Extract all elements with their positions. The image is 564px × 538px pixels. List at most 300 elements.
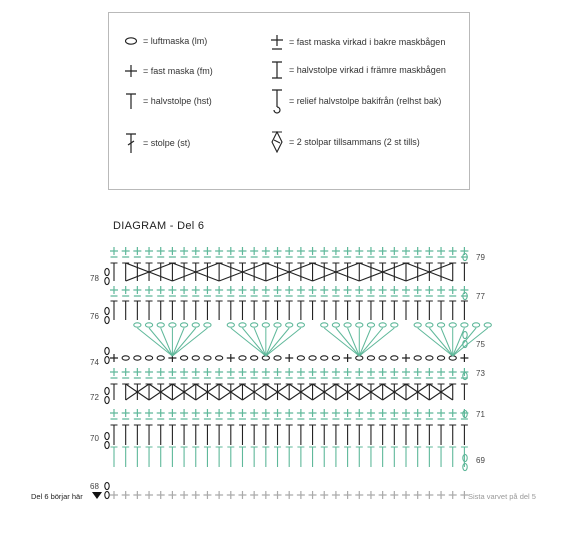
chain-stitch — [461, 323, 468, 327]
fan-stitch — [172, 328, 195, 356]
fm-stitch — [402, 354, 410, 362]
fm-stitch — [110, 491, 118, 499]
fm-stitch — [192, 491, 200, 499]
hst-stitch — [216, 384, 223, 400]
hst-stitch — [414, 301, 421, 320]
hst-stitch — [239, 425, 246, 445]
hst-stitch — [181, 425, 188, 445]
fm-bakre-stitch — [332, 286, 340, 296]
hst-stitch — [134, 263, 141, 281]
hst-stitch — [192, 425, 199, 445]
fm-stitch — [238, 491, 246, 499]
legend-label: = fast maska virkad i bakre maskbågen — [289, 37, 446, 47]
fm-bakre-stitch — [110, 247, 118, 257]
chain-stitch — [251, 356, 258, 360]
fm-bakre-stitch — [122, 286, 130, 296]
hst-stitch — [403, 263, 410, 281]
chain-stitch — [105, 307, 109, 314]
chain-stitch — [379, 356, 386, 360]
fm-bakre-stitch — [203, 286, 211, 296]
fm-bakre-stitch — [145, 286, 153, 296]
fm-bakre-stitch — [320, 368, 328, 378]
hst-stitch — [344, 425, 351, 445]
fm-stitch — [309, 491, 317, 499]
hst-stitch — [169, 447, 176, 467]
fm-bakre-stitch — [367, 286, 375, 296]
chain-stitch — [145, 323, 152, 327]
chain-stitch — [472, 323, 479, 327]
hst-stitch — [239, 301, 246, 320]
fm-bakre-stitch — [367, 409, 375, 419]
fan-stitch — [418, 328, 453, 356]
fm-bakre-stitch — [402, 368, 410, 378]
fan-stitch — [453, 328, 476, 356]
chain-stitch — [344, 323, 351, 327]
fm-bakre-stitch — [180, 247, 188, 257]
hst-stitch — [309, 384, 316, 400]
fm-bakre-stitch — [402, 286, 410, 296]
chain-stitch — [414, 323, 421, 327]
fm-bakre-stitch — [215, 247, 223, 257]
fan-stitch — [429, 328, 452, 356]
chain-stitch — [105, 441, 109, 448]
hst-stitch — [157, 425, 164, 445]
hst-stitch — [403, 384, 410, 400]
chain-stitch — [204, 323, 211, 327]
chain-stitch — [463, 331, 467, 338]
fm-bakre-stitch — [133, 286, 141, 296]
hst-stitch — [204, 447, 211, 467]
fm-bakre-stitch — [355, 286, 363, 296]
hst-stitch — [367, 425, 374, 445]
fm-bakre-stitch — [320, 409, 328, 419]
hst-stitch — [169, 301, 176, 320]
chain-stitch — [180, 356, 187, 360]
chain-stitch — [356, 356, 363, 360]
fm-stitch — [437, 491, 445, 499]
hst-stitch — [204, 263, 211, 281]
row-number-left: 68 — [90, 482, 99, 491]
hst-stitch — [461, 384, 468, 400]
hst-stitch — [321, 447, 328, 467]
hst-stitch — [391, 447, 398, 467]
chain-stitch — [192, 356, 199, 360]
fm-bakre-stitch — [203, 368, 211, 378]
hst-stitch — [379, 447, 386, 467]
chain-stitch — [262, 356, 269, 360]
fm-stitch — [157, 491, 165, 499]
fm-bakre-stitch — [355, 409, 363, 419]
hst-stitch — [426, 425, 433, 445]
fan-stitch — [359, 328, 394, 356]
fm-bakre-stitch — [285, 368, 293, 378]
hst-stitch — [449, 425, 456, 445]
fm-bakre-stitch — [274, 368, 282, 378]
hst-stitch — [157, 447, 164, 467]
hst-stitch — [286, 384, 293, 400]
fm-bakre-stitch — [414, 247, 422, 257]
hst-stitch — [356, 447, 363, 467]
fm-bakre-stitch — [262, 368, 270, 378]
fm-bakre-stitch — [250, 409, 258, 419]
chain-stitch — [367, 356, 374, 360]
hst-stitch — [227, 301, 234, 320]
hst-stitch — [239, 447, 246, 467]
chain-stitch — [105, 268, 109, 275]
row-number-left: 78 — [90, 274, 99, 283]
chain-stitch — [437, 356, 444, 360]
stitch-grid — [105, 247, 492, 499]
fm-stitch — [227, 354, 235, 362]
hst-stitch — [204, 425, 211, 445]
hst-stitch — [297, 425, 304, 445]
chain-stitch — [180, 323, 187, 327]
fm-stitch — [180, 491, 188, 499]
hst-stitch — [122, 263, 129, 281]
fm-bakre-stitch — [344, 247, 352, 257]
fm-bakre-stitch — [390, 247, 398, 257]
hst-stitch — [274, 301, 281, 320]
hst-stitch — [426, 447, 433, 467]
hst-stitch — [146, 447, 153, 467]
hst-stitch — [274, 447, 281, 467]
fm-bakre-stitch — [449, 247, 457, 257]
hst-stitch — [227, 447, 234, 467]
fm-stitch — [320, 491, 328, 499]
fm-stitch — [449, 491, 457, 499]
hst-stitch — [122, 425, 129, 445]
chain-stitch — [239, 356, 246, 360]
chain-stitch — [105, 277, 109, 284]
hst-stitch — [111, 425, 118, 445]
hst-stitch — [414, 447, 421, 467]
hst-stitch — [111, 263, 118, 281]
fm-bakre-stitch — [309, 286, 317, 296]
hst-stitch — [449, 301, 456, 320]
fm-bakre-stitch — [449, 409, 457, 419]
hst-stitch — [274, 263, 281, 281]
hst-stitch — [414, 263, 421, 281]
row-number-right: 71 — [476, 410, 485, 419]
fm-stitch — [133, 491, 141, 499]
legend-label: = stolpe (st) — [143, 138, 191, 148]
fm-bakre-stitch — [122, 368, 130, 378]
hst-stitch — [262, 263, 269, 281]
chain-stitch — [134, 323, 141, 327]
fm-bakre-stitch — [379, 286, 387, 296]
chain-stitch — [227, 323, 234, 327]
fm-bakre-stitch — [227, 286, 235, 296]
hst-stitch — [297, 447, 304, 467]
hst-stitch — [344, 263, 351, 281]
hst-stitch — [262, 384, 269, 400]
chain-stitch — [309, 356, 316, 360]
fm-bakre-stitch — [425, 247, 433, 257]
hst-stitch — [216, 301, 223, 320]
hst-stitch — [227, 425, 234, 445]
hst-stitch — [146, 384, 153, 400]
fm-bakre-stitch — [227, 409, 235, 419]
fm-bakre-stitch — [250, 368, 258, 378]
fm-bakre-stitch — [390, 409, 398, 419]
hst-stitch — [367, 301, 374, 320]
chain-stitch — [157, 323, 164, 327]
hst-stitch — [122, 301, 129, 320]
chain-stitch — [391, 356, 398, 360]
fm-bakre-stitch — [180, 286, 188, 296]
chain-stitch — [105, 387, 109, 394]
fm-bakre-stitch — [402, 247, 410, 257]
hst-stitch — [134, 301, 141, 320]
fm-bakre-stitch — [110, 286, 118, 296]
hst-stitch — [461, 301, 468, 320]
fm-bakre-stitch — [145, 368, 153, 378]
chain-stitch — [274, 323, 281, 327]
hst-stitch — [192, 384, 199, 400]
hst-stitch — [461, 263, 468, 281]
hst-stitch — [134, 425, 141, 445]
chain-stitch — [262, 323, 269, 327]
fm-bakre-stitch — [274, 247, 282, 257]
chain-stitch — [297, 356, 304, 360]
chain-stitch — [437, 323, 444, 327]
fm-bakre-stitch — [285, 286, 293, 296]
fm-bakre-stitch — [320, 286, 328, 296]
fm-bakre-stitch — [309, 368, 317, 378]
chain-stitch — [426, 323, 433, 327]
fm-bakre-stitch — [227, 368, 235, 378]
fan-stitch — [231, 328, 266, 356]
row-number-left: 76 — [90, 312, 99, 321]
fm-bakre-stitch — [402, 409, 410, 419]
fm-bakre-stitch — [425, 286, 433, 296]
hst-stitch — [403, 447, 410, 467]
fm-bakre-stitch — [180, 368, 188, 378]
fm-bakre-stitch — [133, 247, 141, 257]
fm-stitch — [402, 491, 410, 499]
hst-stitch — [157, 263, 164, 281]
fm-bakre-stitch — [309, 247, 317, 257]
fm-bakre-stitch — [157, 368, 165, 378]
legend-label: = halvstolpe (hst) — [143, 96, 212, 106]
hst-stitch — [321, 425, 328, 445]
fm-bakre-stitch — [297, 247, 305, 257]
hst-stitch — [344, 447, 351, 467]
hst-stitch — [134, 447, 141, 467]
fm-bakre-stitch — [250, 247, 258, 257]
fm-bakre-stitch — [262, 409, 270, 419]
hst-stitch — [262, 301, 269, 320]
hst-stitch — [181, 447, 188, 467]
fm-bakre-stitch — [414, 409, 422, 419]
end-label: Sista varvet på del 5 — [468, 492, 536, 501]
start-label: Del 6 börjar här — [31, 492, 83, 501]
hst-stitch — [216, 425, 223, 445]
fm-bakre-stitch — [390, 286, 398, 296]
fm-bakre-stitch — [110, 409, 118, 419]
fm-bakre-stitch — [238, 247, 246, 257]
fm-bakre-stitch — [192, 247, 200, 257]
hst-stitch — [262, 447, 269, 467]
hst-stitch — [379, 301, 386, 320]
hst-stitch — [438, 263, 445, 281]
fm-stitch — [250, 491, 258, 499]
row-number-right: 79 — [476, 253, 485, 262]
hst-stitch — [367, 447, 374, 467]
fm-stitch — [274, 491, 282, 499]
hst-stitch — [146, 425, 153, 445]
hst-stitch — [251, 425, 258, 445]
chain-stitch — [332, 356, 339, 360]
hst-stitch — [286, 425, 293, 445]
fm-bakre-stitch — [414, 286, 422, 296]
fm-bakre-stitch — [133, 368, 141, 378]
hst-stitch — [286, 447, 293, 467]
fm-bakre-stitch — [297, 368, 305, 378]
hst-stitch — [251, 263, 258, 281]
fm-stitch — [285, 491, 293, 499]
chain-stitch — [134, 356, 141, 360]
row-number-left: 72 — [90, 393, 99, 402]
fm-stitch — [203, 491, 211, 499]
fm-stitch — [145, 491, 153, 499]
fm-stitch — [390, 491, 398, 499]
fm-bakre-stitch — [320, 247, 328, 257]
hst-stitch — [403, 301, 410, 320]
hst-stitch — [192, 447, 199, 467]
fm-bakre-stitch — [215, 409, 223, 419]
fm-stitch — [414, 491, 422, 499]
chain-stitch — [321, 323, 328, 327]
fm-stitch — [344, 491, 352, 499]
hst-stitch — [344, 301, 351, 320]
fm-bakre-stitch — [192, 409, 200, 419]
legend-label: = luftmaska (lm) — [143, 36, 208, 46]
fm-bakre-stitch — [168, 368, 176, 378]
hst-stitch — [367, 263, 374, 281]
hst-stitch — [449, 263, 456, 281]
hst-stitch — [438, 425, 445, 445]
fm-stitch — [122, 491, 130, 499]
hst-stitch — [461, 425, 468, 445]
hst-stitch — [356, 384, 363, 400]
row-number-left: 70 — [90, 434, 99, 443]
hst-stitch — [227, 263, 234, 281]
hst-stitch — [414, 425, 421, 445]
fm-stitch — [379, 491, 387, 499]
fm-bakre-stitch — [157, 247, 165, 257]
hst-stitch — [356, 425, 363, 445]
hst-stitch — [169, 425, 176, 445]
hst-stitch — [239, 384, 246, 400]
row-number-right: 69 — [476, 456, 485, 465]
fm-bakre-stitch — [437, 368, 445, 378]
hst-stitch — [332, 301, 339, 320]
row-number-right: 73 — [476, 369, 485, 378]
fm-bakre-stitch — [133, 409, 141, 419]
fm-bakre-stitch — [168, 286, 176, 296]
fm-bakre-stitch — [274, 286, 282, 296]
hst-stitch — [146, 301, 153, 320]
hst-stitch — [297, 301, 304, 320]
row-number-left: 74 — [90, 358, 99, 367]
fm-bakre-stitch — [122, 409, 130, 419]
fm-bakre-stitch — [297, 286, 305, 296]
chain-stitch — [463, 454, 467, 461]
start-arrow-icon — [92, 492, 102, 499]
fm-bakre-stitch — [332, 409, 340, 419]
chain-stitch — [379, 323, 386, 327]
fm-bakre-stitch — [449, 286, 457, 296]
hst-stitch — [216, 447, 223, 467]
chain-stitch — [463, 463, 467, 470]
fm-bakre-stitch — [332, 368, 340, 378]
fm-bakre-stitch — [437, 247, 445, 257]
fm-bakre-stitch — [285, 409, 293, 419]
fm-bakre-stitch — [344, 409, 352, 419]
fm-bakre-stitch — [379, 368, 387, 378]
chain-stitch — [274, 356, 281, 360]
hst-stitch — [449, 447, 456, 467]
hst-stitch — [274, 425, 281, 445]
fan-stitch — [137, 328, 172, 356]
hst-stitch — [332, 447, 339, 467]
chain-stitch — [105, 491, 109, 498]
chain-stitch — [145, 356, 152, 360]
hst-stitch — [157, 301, 164, 320]
hst-stitch — [426, 301, 433, 320]
hst-stitch — [181, 301, 188, 320]
hst-stitch — [122, 447, 129, 467]
hst-stitch — [169, 263, 176, 281]
hst-stitch — [332, 384, 339, 400]
chain-stitch — [449, 323, 456, 327]
chain-stitch — [332, 323, 339, 327]
chain-stitch — [297, 323, 304, 327]
fm-bakre-stitch — [414, 368, 422, 378]
hst-stitch — [309, 425, 316, 445]
fm-bakre-stitch — [367, 368, 375, 378]
hst-stitch — [251, 301, 258, 320]
fm-bakre-stitch — [238, 409, 246, 419]
fm-stitch — [227, 491, 235, 499]
fm-stitch — [332, 491, 340, 499]
chain-stitch — [356, 323, 363, 327]
hst-stitch — [286, 301, 293, 320]
chain-stitch — [426, 356, 433, 360]
hst-stitch — [379, 384, 386, 400]
hst-stitch — [262, 425, 269, 445]
fm-bakre-stitch — [238, 368, 246, 378]
fm-bakre-stitch — [355, 368, 363, 378]
chain-stitch — [204, 356, 211, 360]
fm-bakre-stitch — [157, 286, 165, 296]
fm-bakre-stitch — [168, 409, 176, 419]
fm-stitch — [262, 491, 270, 499]
hst-stitch — [181, 263, 188, 281]
fm-bakre-stitch — [425, 368, 433, 378]
fm-bakre-stitch — [437, 286, 445, 296]
hst-stitch — [192, 301, 199, 320]
chain-stitch — [105, 356, 109, 363]
fan-stitch — [359, 328, 382, 356]
chain-stitch — [169, 323, 176, 327]
chain-stitch — [192, 323, 199, 327]
chain-stitch — [105, 347, 109, 354]
hst-stitch — [438, 301, 445, 320]
hst-stitch — [204, 301, 211, 320]
chain-stitch — [157, 356, 164, 360]
